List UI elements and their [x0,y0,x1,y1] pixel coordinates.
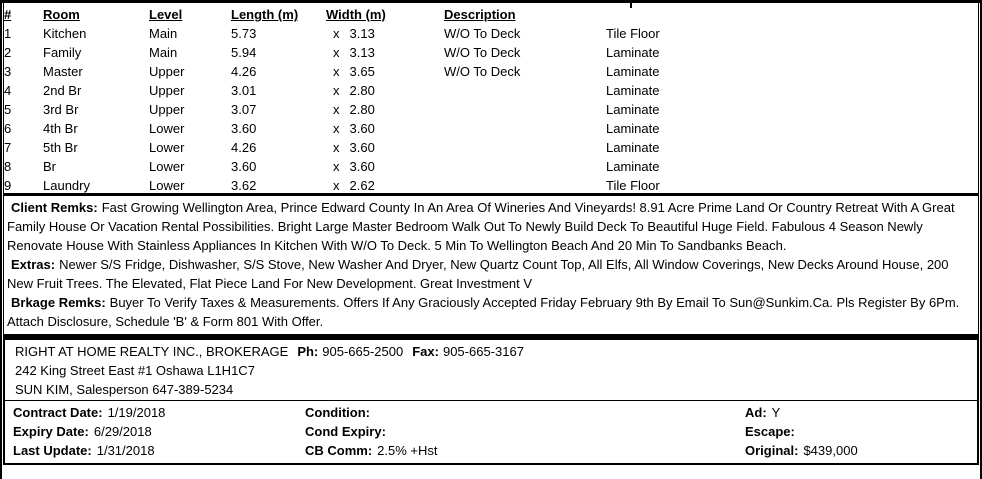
room-width: x 3.65 [326,62,444,81]
room-width: x 2.80 [326,100,444,119]
room-length: 5.94 [231,45,257,60]
brokerage-name: RIGHT AT HOME REALTY INC., BROKERAGE [15,344,289,359]
room-length: 3.60 [231,159,257,174]
dimension-x-separator: x [333,159,340,174]
brokerage-remarks-text: Buyer To Verify Taxes & Measurements. Offers If Any Graciously Accepted Friday February 9th By Email To Sun@Sunkim.Ca. Pls Register By 6Pm. Attach Disclosure, Schedule 'B' & Form 801 With Offer. [7,295,960,329]
room-number: 8 [4,159,12,174]
room-flooring: Laminate [606,121,660,136]
fax-label: Fax: [412,344,439,359]
dimension-x-separator: x [333,83,340,98]
room-level: Lower [149,178,185,193]
rooms-table [4,5,978,195]
brokerage-contact-block [5,340,977,400]
room-length: 4.26 [231,140,257,155]
room-number: 6 [4,121,12,136]
room-name: 4th Br [43,121,78,136]
room-name: 2nd Br [43,83,82,98]
rooms-table-header-row [4,5,978,24]
brokerage-name-line [15,342,977,361]
room-level: Upper [149,102,185,117]
col-header-room: Room [43,7,80,22]
dimension-x-separator: x [333,102,340,117]
room-width: x 3.60 [326,157,444,176]
room-length: 3.01 [231,83,257,98]
brokerage-address: 242 King Street East #1 Oshawa L1H1C7 [15,363,255,378]
original-price: Original: $439,000 [745,443,858,458]
rooms-section [3,3,979,196]
table-row [4,157,978,176]
cb-comm: CB Comm: 2.5% +Hst [305,443,438,458]
room-number: 5 [4,102,12,117]
room-description: W/O To Deck [444,26,521,41]
col-header-level: Level [149,7,183,22]
room-number: 2 [4,45,12,60]
room-flooring: Tile Floor [606,178,660,193]
dimension-x-separator: x [333,45,340,60]
room-level: Lower [149,121,185,136]
col-header-description: Description [444,7,516,22]
room-level: Upper [149,83,185,98]
room-length: 5.73 [231,26,257,41]
extras-remarks [4,255,978,293]
room-description [444,119,606,138]
room-width: x 3.60 [326,119,444,138]
room-width: x 3.13 [326,43,444,62]
remarks-section [3,196,979,338]
col-header-length: Length (m) [231,7,299,22]
room-length: 3.07 [231,102,257,117]
table-row [4,138,978,157]
contract-date: Contract Date: 1/19/2018 [13,405,166,420]
last-update: Last Update: 1/31/2018 [13,443,155,458]
room-width: x 2.80 [326,81,444,100]
table-row [4,100,978,119]
brokerage-section [3,338,979,465]
table-row [4,119,978,138]
room-level: Main [149,45,178,60]
room-level: Main [149,26,178,41]
ad: Ad: Y [745,405,781,420]
room-number: 1 [4,26,12,41]
col-header-width: Width (m) [326,7,386,22]
table-row [4,176,978,195]
room-name: Family [43,45,82,60]
room-name: Master [43,64,83,79]
room-flooring: Tile Floor [606,26,660,41]
dimension-x-separator: x [333,121,340,136]
escape: Escape: [745,424,795,439]
col-header-num: # [4,7,12,22]
room-name: Kitchen [43,26,87,41]
room-number: 7 [4,140,12,155]
room-length: 3.60 [231,121,257,136]
room-flooring: Laminate [606,45,660,60]
agent-line: SUN KIM, Salesperson 647-389-5234 [15,382,234,397]
room-name: 5th Br [43,140,78,155]
extras-label: Extras: [11,257,56,272]
table-row [4,24,978,43]
rooms-table-body [4,24,978,195]
phone-number: 905-665-2500 [322,344,404,359]
dimension-x-separator: x [333,26,340,41]
room-level: Lower [149,159,185,174]
room-flooring: Laminate [606,159,660,174]
room-flooring: Laminate [606,102,660,117]
fax-number: 905-665-3167 [442,344,524,359]
top-edge-rule [2,0,980,3]
top-edge-tick [630,3,632,8]
room-description [444,176,606,195]
room-number: 3 [4,64,12,79]
room-flooring: Laminate [606,83,660,98]
room-name: Laundry [43,178,90,193]
table-row [4,62,978,81]
dimension-x-separator: x [333,140,340,155]
room-width: x 3.60 [326,138,444,157]
brokerage-remarks [4,293,978,331]
expiry-date: Expiry Date: 6/29/2018 [13,424,152,439]
client-remarks-text: Fast Growing Wellington Area, Prince Edward County In An Area Of Wineries And Vineyards! 8.91 Acre Prime Land Or Country Retreat With A Great Family House Or Vacation Rental Possibilities. Bright Large Master Bedroom Walk Out To Newly Build Deck To Beautiful Huge Field. Fabulous 4 Season Newly Renovate House With Stainless Appliances In Kitchen With W/O To Deck. 5 Min To Wellington Beach And 20 Min To Sandbanks Beach. [7,200,955,253]
room-width: x 3.13 [326,24,444,43]
room-flooring: Laminate [606,64,660,79]
table-row [4,81,978,100]
room-name: 3rd Br [43,102,79,117]
phone-label: Ph: [297,344,319,359]
extras-text: Newer S/S Fridge, Dishwasher, S/S Stove, New Washer And Dryer, New Quartz Count Top, All Elfs, All Window Coverings, New Decks Around House, 200 New Fruit Trees. The Elevated, Flat Piece Land For New Development. Great Investment V [7,257,949,291]
room-length: 4.26 [231,64,257,79]
room-length: 3.62 [231,178,257,193]
room-description [444,81,606,100]
room-width: x 2.62 [326,176,444,195]
room-level: Upper [149,64,185,79]
dimension-x-separator: x [333,178,340,193]
room-level: Lower [149,140,185,155]
cond-expiry: Cond Expiry: [305,424,386,439]
room-description [444,100,606,119]
room-description [444,138,606,157]
room-description: W/O To Deck [444,45,521,60]
room-name: Br [43,159,56,174]
client-remarks [4,198,978,255]
contract-details-grid [5,400,977,463]
condition: Condition: [305,405,370,420]
col-header-description-2 [606,5,978,24]
room-flooring: Laminate [606,140,660,155]
table-row [4,43,978,62]
brokerage-remarks-label: Brkage Remks: [11,295,106,310]
room-description [444,157,606,176]
room-description: W/O To Deck [444,64,521,79]
room-number: 9 [4,178,12,193]
room-number: 4 [4,83,12,98]
dimension-x-separator: x [333,64,340,79]
client-remarks-label: Client Remks: [11,200,98,215]
